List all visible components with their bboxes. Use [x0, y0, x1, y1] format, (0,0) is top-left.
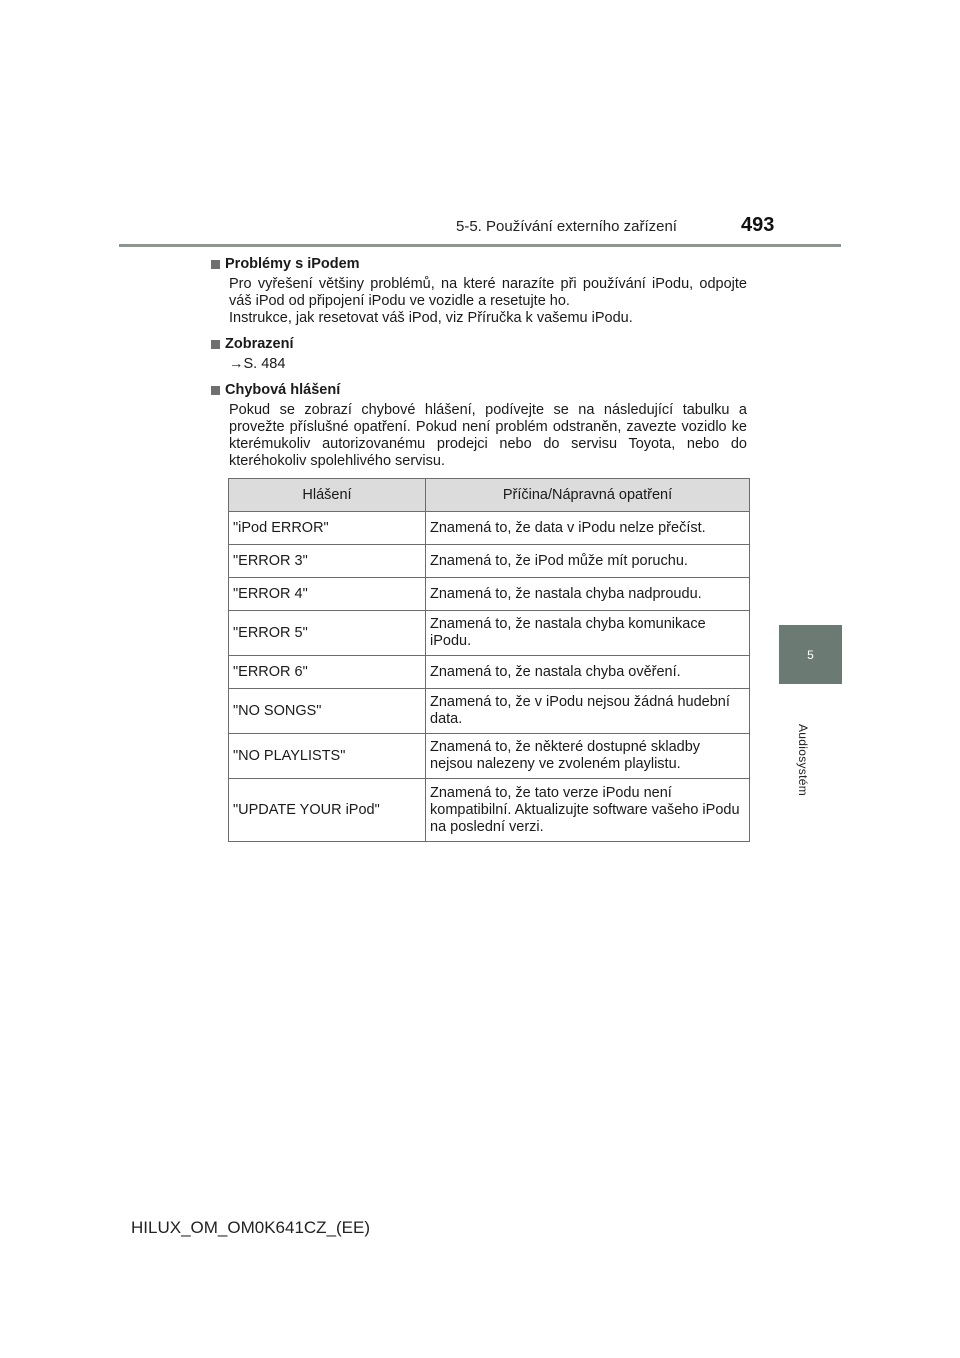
remedy-cell: Znamená to, že v iPodu nejsou žádná hudební data.: [426, 689, 750, 734]
section-error-messages: [211, 381, 747, 470]
section-display: [211, 335, 747, 373]
remedy-cell: Znamená to, že iPod může mít poruchu.: [426, 545, 750, 578]
message-cell: "ERROR 3": [229, 545, 426, 578]
message-cell: "NO SONGS": [229, 689, 426, 734]
table-row: [229, 611, 750, 656]
column-header: Příčina/Nápravná opatření: [426, 479, 750, 512]
table-row: [229, 689, 750, 734]
remedy-cell: Znamená to, že nastala chyba nadproudu.: [426, 578, 750, 611]
paragraph: Pro vyřešení většiny problémů, na které narazíte při používání iPodu, odpojte váš iPod od připojení iPodu ve vozidle a resetujte ho.: [229, 276, 747, 309]
table-header-row: [229, 479, 750, 512]
remedy-cell: Znamená to, že nastala chyba ověření.: [426, 656, 750, 689]
table-row: [229, 545, 750, 578]
remedy-cell: Znamená to, že tato verze iPodu není kompatibilní. Aktualizujte software vašeho iPodu na poslední verzi.: [426, 779, 750, 842]
square-bullet-icon: [211, 386, 220, 395]
section-heading: [211, 381, 747, 399]
message-cell: "ERROR 5": [229, 611, 426, 656]
error-message-table: [228, 478, 750, 842]
running-header-section: 5-5. Používání externího zařízení: [456, 218, 677, 235]
table-row: [229, 656, 750, 689]
page-reference-link[interactable]: →S. 484: [229, 356, 286, 372]
header-divider: [119, 244, 841, 247]
table-row: [229, 578, 750, 611]
paragraph: Instrukce, jak resetovat váš iPod, viz Příručka k vašemu iPodu.: [229, 310, 633, 326]
table-row: [229, 512, 750, 545]
column-header: Hlášení: [229, 479, 426, 512]
table-row: [229, 734, 750, 779]
chapter-label: Audiosystém: [796, 724, 810, 796]
remedy-cell: Znamená to, že některé dostupné skladby nejsou nalezeny ve zvoleném playlistu.: [426, 734, 750, 779]
section-title: Zobrazení: [225, 336, 294, 352]
section-title: Problémy s iPodem: [225, 256, 360, 272]
remedy-cell: Znamená to, že data v iPodu nelze přečíst.: [426, 512, 750, 545]
paragraph: Pokud se zobrazí chybové hlášení, podívejte se na následující tabulku a provežte příslušné opatření. Pokud není problém odstraněn, zavezte vozidlo ke kterémukoliv autorizovanému prodejci nebo do servisu Toyota, nebo do kteréhokoliv spolehlivého servisu.: [229, 402, 747, 469]
section-heading: [211, 255, 747, 273]
table-row: [229, 779, 750, 842]
section-title: Chybová hlášení: [225, 382, 341, 398]
chapter-number: 5: [807, 647, 814, 662]
message-cell: "UPDATE YOUR iPod": [229, 779, 426, 842]
remedy-cell: Znamená to, že nastala chyba komunikace iPodu.: [426, 611, 750, 656]
section-heading: [211, 335, 747, 353]
document-id: HILUX_OM_OM0K641CZ_(EE): [131, 1218, 371, 1237]
message-cell: "ERROR 6": [229, 656, 426, 689]
message-cell: "iPod ERROR": [229, 512, 426, 545]
page-content: [211, 255, 747, 478]
message-cell: "ERROR 4": [229, 578, 426, 611]
square-bullet-icon: [211, 260, 220, 269]
section-ipod-problems: [211, 255, 747, 327]
page-number: 493: [741, 214, 775, 236]
chapter-tab: [779, 625, 842, 684]
square-bullet-icon: [211, 340, 220, 349]
message-cell: "NO PLAYLISTS": [229, 734, 426, 779]
